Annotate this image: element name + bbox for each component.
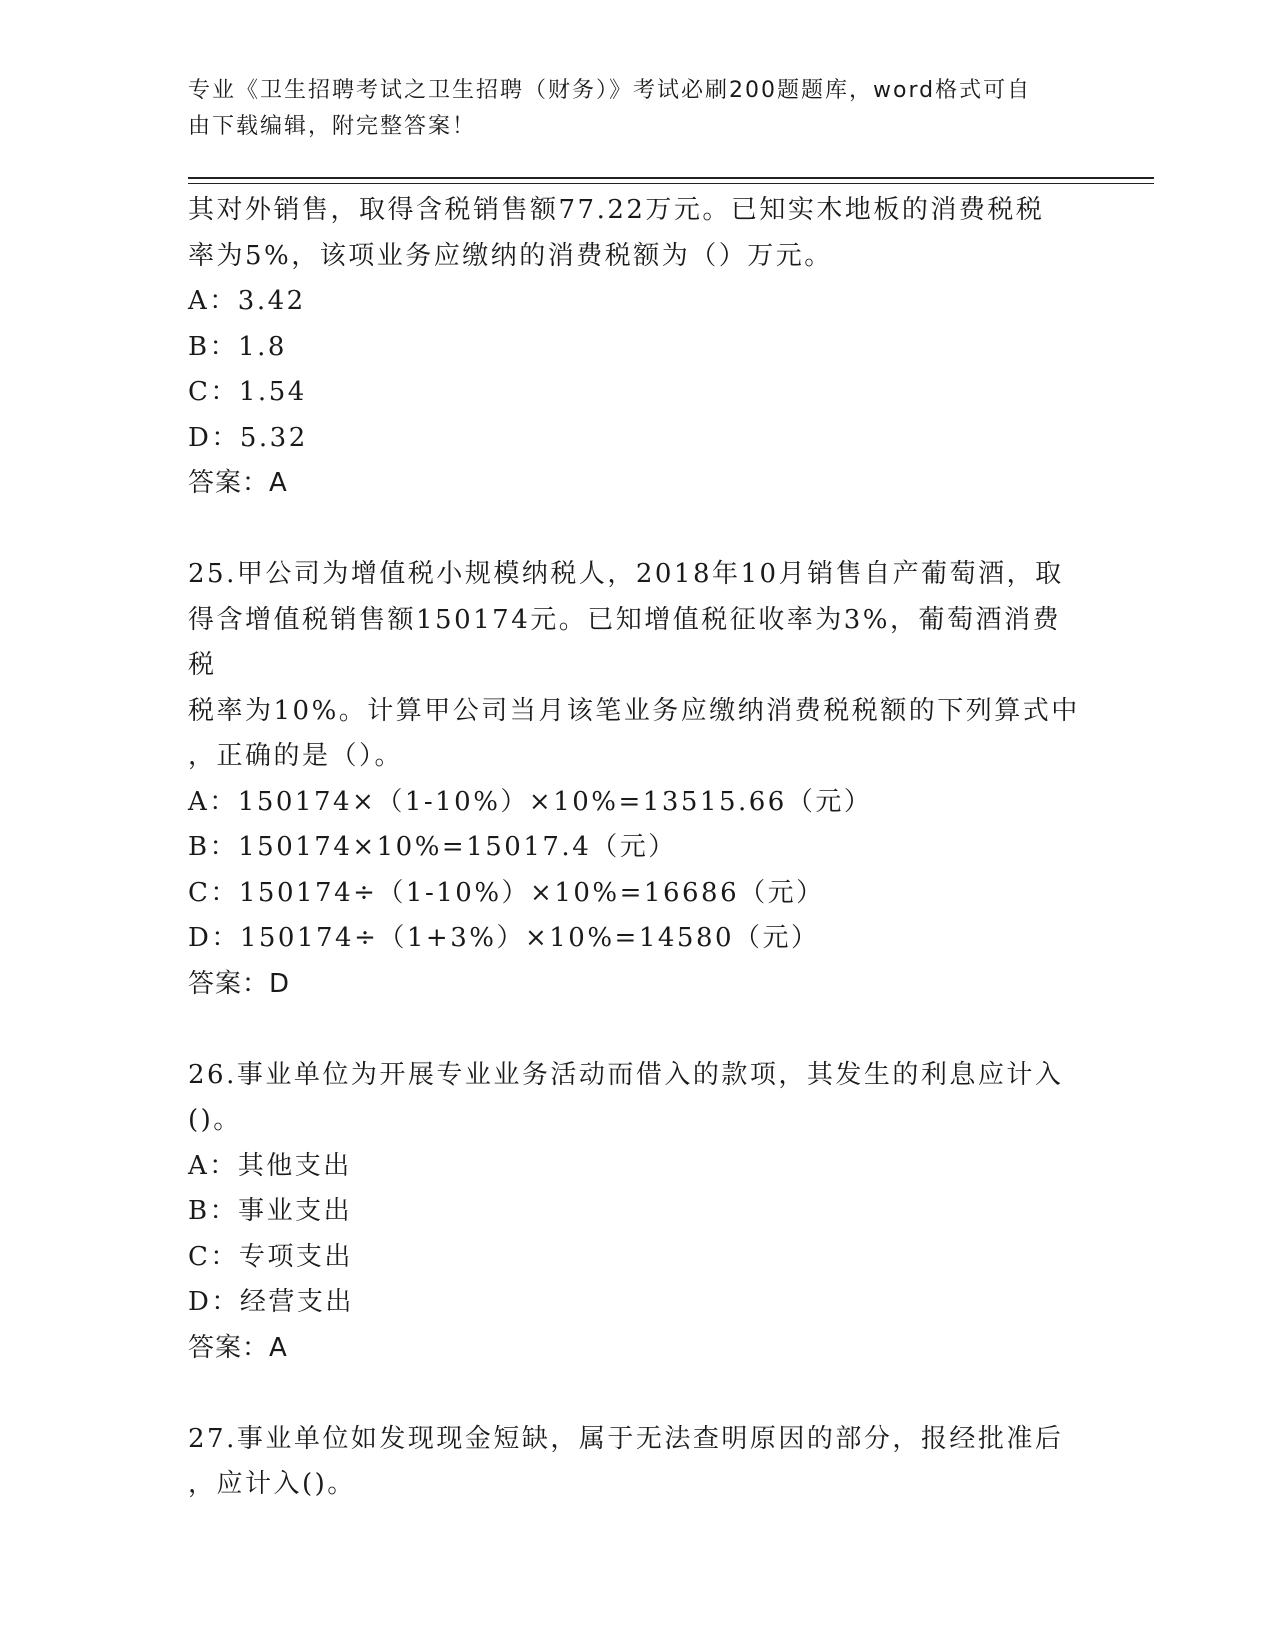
option-c: C：1.54 xyxy=(188,377,307,407)
option-b: B：150174×10%=15017.4（元） xyxy=(188,832,677,862)
option-d: D：150174÷（1+3%）×10%=14580（元） xyxy=(188,923,820,953)
document-header xyxy=(188,73,1068,145)
spacer xyxy=(188,1371,1088,1417)
question-text-line: 率为5%，该项业务应缴纳的消费税额为（）万元。 xyxy=(188,240,833,271)
question-text-line: 税率为10%。计算甲公司当月该笔业务应缴纳消费税税额的下列算式中 xyxy=(188,695,1080,726)
spacer xyxy=(188,507,1088,553)
question-text-line: 得含增值税销售额150174元。已知增值税征收率为3%，葡萄酒消费税 xyxy=(188,604,1061,680)
option-b: B：1.8 xyxy=(188,331,287,362)
question-text-line: ()。 xyxy=(188,1105,242,1135)
question-text-line: 26.事业单位为开展专业业务活动而借入的款项，其发生的利息应计入 xyxy=(188,1059,1064,1090)
answer-line: 答案：A xyxy=(188,1332,288,1363)
question-26 xyxy=(188,1053,1088,1372)
question-24 xyxy=(188,188,1088,507)
question-text-line: ，正确的是（）。 xyxy=(188,741,404,771)
option-b: B：事业支出 xyxy=(188,1196,353,1226)
header-line-2: 由下载编辑，附完整答案！ xyxy=(188,114,477,139)
option-c: C：150174÷（1-10%）×10%=16686（元） xyxy=(188,877,825,908)
header-rule-thick xyxy=(188,177,1154,179)
header-rule-thin xyxy=(188,183,1154,184)
question-27 xyxy=(188,1417,1088,1508)
option-d: D：经营支出 xyxy=(188,1287,354,1317)
question-text-line: ，应计入()。 xyxy=(188,1469,356,1499)
header-line-1: 专业《卫生招聘考试之卫生招聘（财务）》考试必刷200题题库，word格式可自 xyxy=(188,78,1032,103)
question-text-line: 其对外销售，取得含税销售额77.22万元。已知实木地板的消费税税 xyxy=(188,195,1045,225)
option-c: C：专项支出 xyxy=(188,1241,353,1272)
question-25 xyxy=(188,552,1088,1007)
question-text-line: 27.事业单位如发现现金短缺，属于无法查明原因的部分，报经批准后 xyxy=(188,1423,1064,1454)
option-a: A：3.42 xyxy=(188,286,306,316)
answer-line: 答案：D xyxy=(188,968,291,999)
option-d: D：5.32 xyxy=(188,422,308,453)
answer-line: 答案：A xyxy=(188,468,288,498)
spacer xyxy=(188,1007,1088,1053)
option-a: A：其他支出 xyxy=(188,1150,352,1181)
option-a: A：150174×（1-10%）×10%=13515.66（元） xyxy=(188,786,873,817)
question-text-line: 25.甲公司为增值税小规模纳税人，2018年10月销售自产葡萄酒，取 xyxy=(188,559,1064,589)
document-body xyxy=(188,188,1088,1508)
